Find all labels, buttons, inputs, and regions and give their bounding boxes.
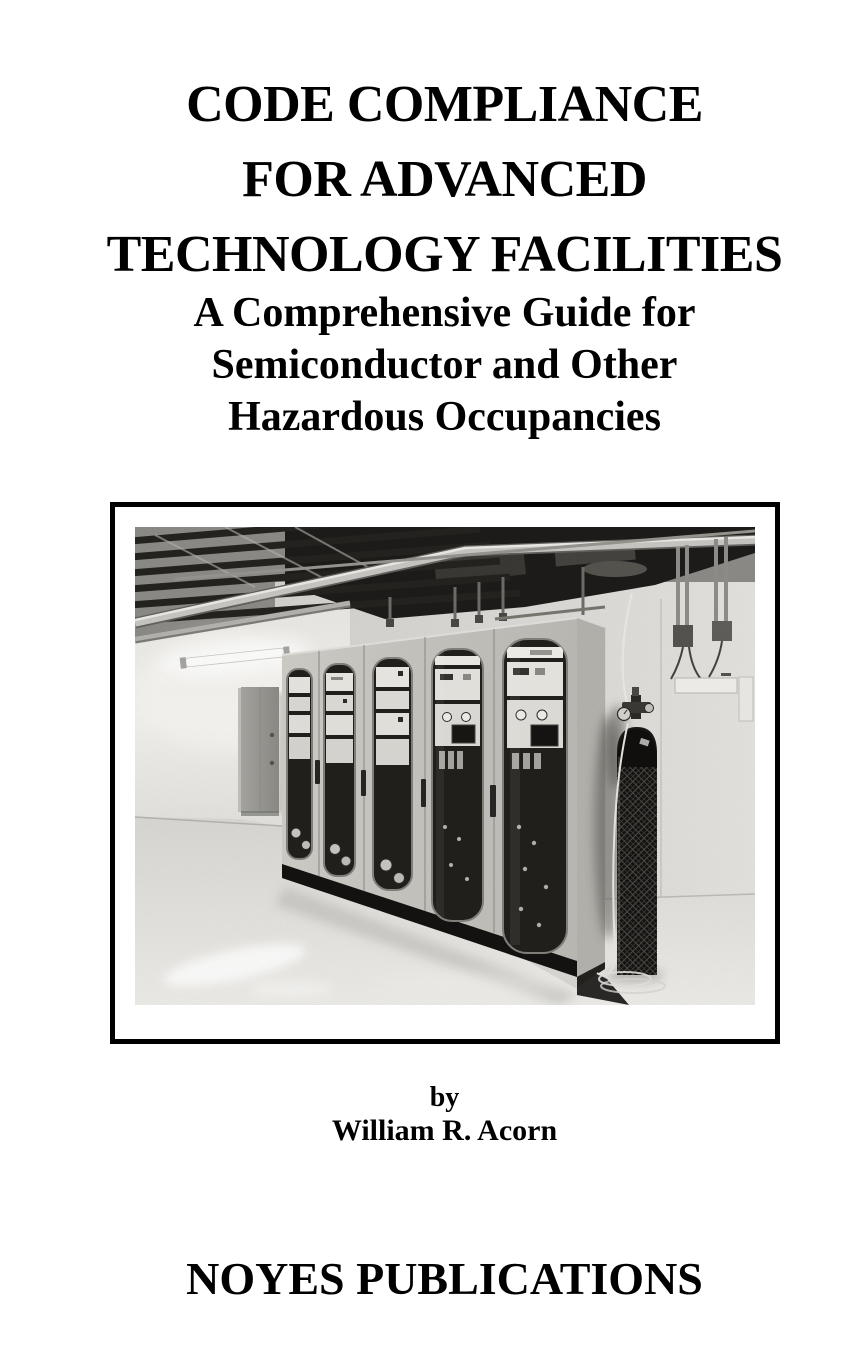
- subtitle-block: [34, 287, 855, 443]
- title-line-1: CODE COMPLIANCE: [186, 76, 703, 133]
- subtitle-line-3: Hazardous Occupancies: [228, 394, 661, 440]
- byline: by: [429, 1082, 460, 1113]
- title-line-2: FOR ADVANCED: [242, 151, 647, 208]
- facility-photo-illustration: [135, 527, 755, 1005]
- author-name: William R. Acorn: [331, 1114, 558, 1147]
- title-block: [34, 67, 855, 292]
- photo-frame: [110, 502, 780, 1044]
- title-line-3: TECHNOLOGY FACILITIES: [106, 226, 783, 283]
- facility-photo: [135, 527, 755, 1005]
- publisher-name: NOYES PUBLICATIONS: [186, 1253, 703, 1304]
- subtitle-line-1: A Comprehensive Guide for: [193, 290, 696, 336]
- cover-content: [34, 0, 855, 1360]
- subtitle-line-2: Semiconductor and Other: [211, 342, 678, 388]
